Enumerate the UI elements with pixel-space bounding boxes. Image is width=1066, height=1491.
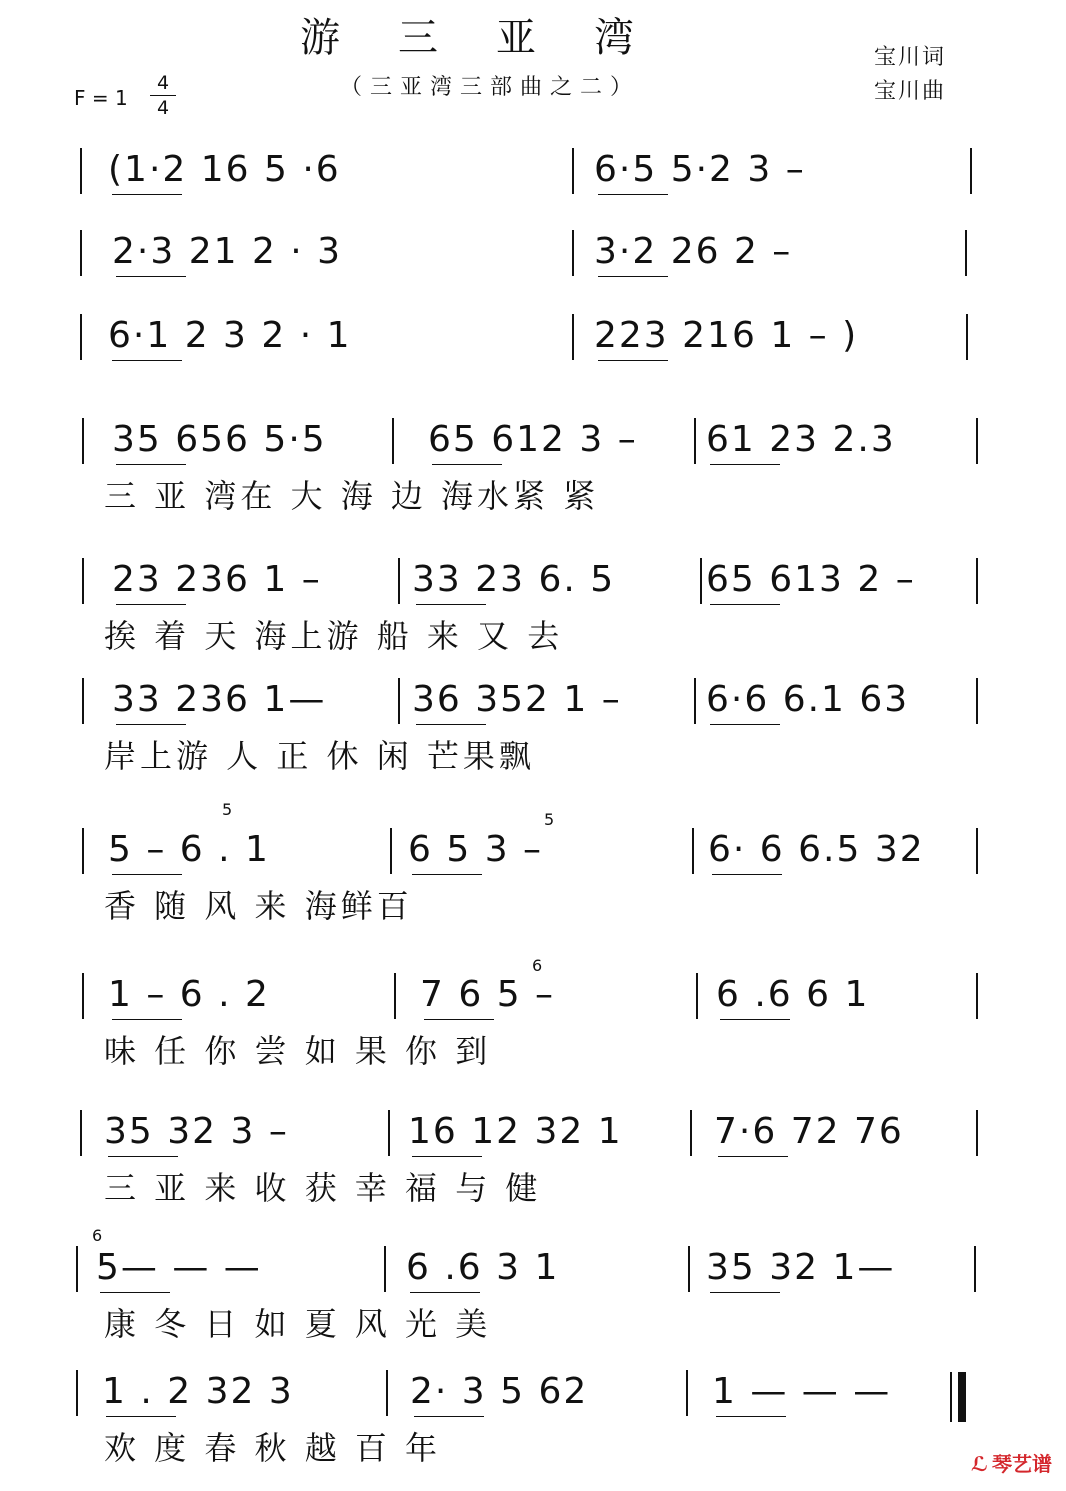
beam-underline (108, 1156, 178, 1157)
barline (80, 148, 82, 194)
barline (976, 678, 978, 724)
beam-underline (412, 1156, 482, 1157)
measure-notes: 65 613 2 – (706, 559, 916, 600)
measure-notes: 33 236 1— (112, 679, 327, 720)
measure-notes: 1 . 2 32 3 (102, 1371, 294, 1412)
measure-notes: 33 23 6. 5 (412, 559, 616, 600)
lyrics-line: 香 随 风 来 海鲜百 (104, 887, 413, 925)
barline (694, 418, 696, 464)
barline (686, 1370, 688, 1416)
beam-underline (424, 1019, 494, 1020)
barline (82, 828, 84, 874)
barline (700, 558, 702, 604)
beam-underline (416, 604, 486, 605)
barline (394, 973, 396, 1019)
song-title: 游三亚湾 (300, 15, 692, 61)
lyricist-credit: 宝川词 (874, 45, 947, 70)
barline (966, 314, 968, 360)
measure-notes: 7 6 5 – (420, 974, 556, 1015)
measure-notes: (1·2 16 5 ·6 (108, 149, 341, 190)
lyrics-line: 挨 着 天 海上游 船 来 又 去 (104, 617, 564, 655)
grace-note: 5 (222, 800, 233, 819)
time-signature-bottom: 4 (156, 97, 170, 119)
beam-underline (710, 1292, 780, 1293)
grace-note: 6 (532, 956, 543, 975)
measure-notes: 36 352 1 – (412, 679, 622, 720)
barline (82, 973, 84, 1019)
barline (386, 1370, 388, 1416)
beam-underline (598, 360, 668, 361)
measure-notes: 35 32 3 – (104, 1111, 289, 1152)
beam-underline (116, 724, 186, 725)
composer-credit: 宝川曲 (874, 79, 947, 104)
measure-notes: 23 236 1 – (112, 559, 322, 600)
time-signature-line (150, 95, 176, 96)
watermark-logo (971, 1448, 1052, 1477)
time-signature-top: 4 (156, 72, 170, 94)
lyrics-line: 岸上游 人 正 休 闲 芒果飘 (104, 737, 535, 775)
barline (976, 973, 978, 1019)
barline (76, 1370, 78, 1416)
measure-notes: 7·6 72 76 (714, 1111, 904, 1152)
measure-notes: 16 12 32 1 (408, 1111, 623, 1152)
barline (388, 1110, 390, 1156)
grace-note: 5 (544, 810, 555, 829)
barline (80, 1110, 82, 1156)
beam-underline (432, 464, 502, 465)
measure-notes: 6 .6 6 1 (716, 974, 870, 1015)
beam-underline (710, 724, 780, 725)
barline (82, 678, 84, 724)
beam-underline (116, 604, 186, 605)
measure-notes: 2·3 21 2 · 3 (112, 231, 343, 272)
barline (690, 1110, 692, 1156)
beam-underline (720, 1019, 790, 1020)
beam-underline (116, 276, 186, 277)
measure-notes: 61 23 2.3 (706, 419, 896, 460)
measure-notes: 35 32 1— (706, 1247, 896, 1288)
beam-underline (112, 1019, 182, 1020)
barline (974, 1246, 976, 1292)
beam-underline (116, 464, 186, 465)
measure-notes: 6·6 6.1 63 (706, 679, 910, 720)
beam-underline (100, 1292, 170, 1293)
beam-underline (710, 464, 780, 465)
measure-notes: 223 216 1 – ) (594, 315, 859, 356)
lyrics-line: 味 任 你 尝 如 果 你 到 (104, 1032, 492, 1070)
measure-notes: 6· 6 6.5 32 (708, 829, 925, 870)
lyrics-line: 康 冬 日 如 夏 风 光 美 (104, 1305, 492, 1343)
measure-notes: 65 612 3 – (428, 419, 638, 460)
lyrics-line: 三 亚 湾在 大 海 边 海水紧 紧 (104, 477, 600, 515)
barline (688, 1246, 690, 1292)
barline (384, 1246, 386, 1292)
grace-note: 6 (92, 1226, 103, 1245)
measure-notes: 6 5 3 – (408, 829, 544, 870)
measure-notes: 1 — — — (712, 1371, 892, 1412)
beam-underline (416, 724, 486, 725)
final-barline-thin (950, 1372, 952, 1422)
barline (392, 418, 394, 464)
barline (694, 678, 696, 724)
measure-notes: 6·1 2 3 2 · 1 (108, 315, 352, 356)
barline (398, 678, 400, 724)
beam-underline (712, 874, 782, 875)
barline (696, 973, 698, 1019)
beam-underline (598, 194, 668, 195)
measure-notes: 6·5 5·2 3 – (594, 149, 806, 190)
final-barline (958, 1372, 966, 1422)
barline (572, 230, 574, 276)
beam-underline (710, 604, 780, 605)
barline (80, 230, 82, 276)
measure-notes: 6 .6 3 1 (406, 1247, 560, 1288)
barline (976, 1110, 978, 1156)
barline (398, 558, 400, 604)
barline (976, 828, 978, 874)
measure-notes: 5— — — (96, 1247, 262, 1288)
barline (82, 558, 84, 604)
beam-underline (716, 1416, 786, 1417)
beam-underline (414, 1416, 484, 1417)
barline (76, 1246, 78, 1292)
lyrics-line: 三 亚 来 收 获 幸 福 与 健 (104, 1169, 542, 1207)
time-signature (150, 72, 176, 119)
measure-notes: 2· 3 5 62 (410, 1371, 589, 1412)
lyrics-line: 欢 度 春 秋 越 百 年 (104, 1429, 442, 1467)
beam-underline (718, 1156, 788, 1157)
barline (976, 418, 978, 464)
measure-notes: 5 – 6 . 1 (108, 829, 270, 870)
measure-notes: 35 656 5·5 (112, 419, 327, 460)
barline (970, 148, 972, 194)
beam-underline (412, 874, 482, 875)
beam-underline (112, 194, 182, 195)
beam-underline (106, 1416, 176, 1417)
measure-notes: 1 – 6 . 2 (108, 974, 270, 1015)
beam-underline (598, 276, 668, 277)
barline (976, 558, 978, 604)
barline (572, 148, 574, 194)
barline (965, 230, 967, 276)
barline (390, 828, 392, 874)
beam-underline (112, 874, 182, 875)
barline (80, 314, 82, 360)
barline (572, 314, 574, 360)
song-subtitle: （三亚湾三部曲之二） (340, 75, 641, 100)
watermark-text: 琴艺谱 (992, 1452, 1052, 1476)
measure-notes: 3·2 26 2 – (594, 231, 793, 272)
barline (692, 828, 694, 874)
key-signature: F = 1 (74, 86, 128, 110)
barline (82, 418, 84, 464)
beam-underline (410, 1292, 480, 1293)
logo-icon: ℒ (970, 1452, 988, 1476)
beam-underline (112, 360, 182, 361)
